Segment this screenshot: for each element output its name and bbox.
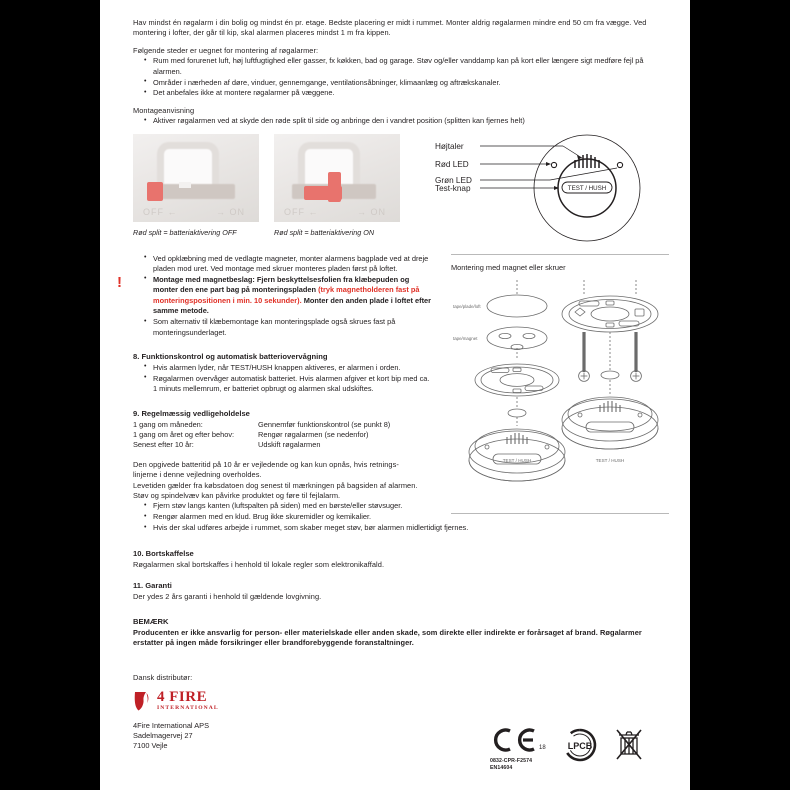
list-item: • Hvis der skal udføres arbejde i rummet, som skaber meget støv, bør alarmen midlertidigt fjernes.	[144, 523, 668, 533]
notice-text: Producenten er ikke ansvarlig for person- eller materielskade eller anden skade, som direkte eller indirekte er forårsaget af brand. Røgalarmer erstatter på ingen måde forsikringer eller brandforebyggende foranstaltninger.	[133, 627, 642, 647]
table-cell-label: Senest efter 10 år:	[133, 440, 194, 450]
alarm-button-text-left: TEST / HUSH	[502, 457, 532, 463]
battery-note-line1: Den opgivede batteritid på 10 år er vejledende og kan kun opnås, hvis retnings-	[133, 459, 399, 469]
table-row	[133, 430, 433, 440]
housing-slot	[157, 142, 219, 186]
ce-mark-icon	[490, 728, 546, 752]
battery-note-block	[133, 460, 433, 481]
label-green-led: Grøn LED	[435, 175, 472, 185]
brand-name: 4 FIRE	[157, 688, 208, 705]
magnet-text-a: Montage med magnetbeslag: Fjern beskyttelsesfolien fra klæbepuden og monter den ene part bag på monteringspladen	[153, 274, 410, 295]
certification-marks	[490, 728, 644, 772]
switch-notch	[179, 182, 191, 188]
label-speaker: Højtaler	[435, 141, 464, 151]
brand-subtitle: INTERNATIONAL	[157, 704, 219, 711]
ce-mark-block	[490, 728, 546, 772]
photo-on-label: → ON	[356, 206, 386, 217]
list-item: • Rum med forurenet luft, høj luftfugtighed eller gasser, fx køkken, bad og garage. Støv og/eller vanddamp kan på kort eller længere sigt medføre fejl på alarmen.	[144, 56, 668, 77]
switch-rail	[151, 184, 235, 199]
two-column-block	[117, 253, 668, 463]
divider-top	[451, 254, 669, 255]
left-column	[117, 253, 433, 451]
mounting-panel-title: Montering med magnet eller skruer	[451, 262, 566, 272]
photo-off-label: OFF ←	[143, 206, 178, 217]
photo-off-label: OFF ←	[284, 206, 319, 217]
unsuitable-list	[133, 56, 668, 99]
figure-split-off	[133, 134, 259, 237]
montage-heading: Montageanvisning	[133, 105, 195, 115]
list-item-magnet	[144, 275, 433, 317]
unsuitable-heading: Følgende steder er uegnet for montering af røgalarmer:	[133, 45, 319, 55]
warning-exclamation-icon: !	[117, 273, 122, 291]
table-cell-label: 1 gang om året og efter behov:	[133, 430, 235, 440]
distributor-label: Dansk distributør:	[133, 673, 193, 683]
document-content	[117, 18, 668, 751]
red-split-pin-vertical	[328, 172, 341, 202]
label-test-button: Test-knap	[435, 183, 471, 193]
list-item: • Områder i nærheden af døre, vinduer, gennemgange, ventilationsåbninger, klimaanlæg og aftrækskanaler.	[144, 78, 668, 88]
battery-note-line2: linjerne i denne vejledning overholdes.	[133, 470, 262, 480]
list-item: • Røgalarmen overvåger automatisk batteriet. Hvis alarmen afgiver et kort bip med ca. 1 minuts mellemrum, er batteriet opbrugt og alarmen skal udskiftes.	[144, 374, 433, 395]
brand-logo	[133, 690, 668, 712]
document-page	[100, 0, 690, 790]
list-item: • Rengør alarmen med en klud. Brug ikke skuremidler og kemikalier.	[144, 512, 668, 522]
table-cell-value: Gennemfør funktionskontrol (se punkt 8)	[258, 419, 391, 429]
notice-heading: BEMÆRK	[133, 616, 169, 626]
ce-year-text: 18	[539, 744, 546, 751]
table-cell-label: 1 gang om måneden:	[133, 419, 203, 429]
photo-split-on	[274, 134, 400, 222]
alarm-button-text-right: TEST / HUSH	[595, 457, 625, 463]
montage-list	[133, 116, 668, 126]
list-item: • Hvis alarmen lyder, når TEST/HUSH knappen aktiveres, er alarmen i orden.	[144, 363, 433, 373]
table-row	[133, 440, 433, 450]
weee-bin-icon	[614, 728, 644, 762]
section10-heading: 10. Bortskaffelse	[133, 548, 194, 558]
alarm-face-diagram	[435, 132, 670, 249]
list-item: • Som alternativ til klæbemontage kan monteringsplade også skrues fast på monteringsunderlaget.	[144, 317, 433, 338]
mounting-list	[133, 254, 433, 338]
city-address: 7100 Vejle	[133, 740, 168, 750]
photo-on-label: → ON	[215, 206, 245, 217]
table-cell-value: Rengør røgalarmen (se nedenfor)	[258, 430, 369, 440]
section11-heading: 11. Garanti	[133, 581, 172, 591]
label-tape-plade-loft: tape/plade/loft	[453, 303, 481, 309]
red-split-pin	[147, 182, 163, 201]
section11-text: Der ydes 2 års garanti i henhold til gældende lovgivning.	[133, 592, 322, 602]
section8-heading: 8. Funktionskontrol og automatisk batteriovervågning	[133, 351, 328, 361]
company-name: 4Fire International APS	[133, 720, 210, 730]
test-hush-button-text: TEST / HUSH	[567, 184, 607, 192]
label-red-led: Rød LED	[435, 159, 469, 169]
cleaning-list	[133, 501, 668, 533]
ce-cpr-number: 0832-CPR-F2574	[490, 757, 533, 764]
street-address: Sadelmagervej 27	[133, 730, 193, 740]
right-column	[451, 254, 669, 514]
list-item: • Aktiver røgalarmen ved at skyde den røde split til side og anbringe den i vandret position (splitten kan fjernes helt)	[144, 116, 668, 126]
magnet-text-b: Monter den anden plade i loftet efter samme metode.	[153, 295, 432, 316]
table-row	[133, 420, 433, 430]
ce-standard-number: EN14604	[490, 765, 513, 772]
figures-row	[133, 134, 668, 249]
list-item: • Ved opklæbning med de vedlagte magneter, monter alarmens bagplade ved at dreje pladen mod uret. Ved montage med skruer monteres pladen først på loftet.	[144, 254, 433, 275]
lpcb-text: LPCB	[567, 740, 593, 751]
brand-text	[157, 690, 219, 712]
table-cell-value: Udskift røgalarmen	[258, 440, 321, 450]
battery-note-line4: Støv og spindelvæv kan påvirke produktet og føre til fejlalarm.	[133, 491, 341, 501]
flame-shield-icon	[133, 690, 153, 712]
section9-heading: 9. Regelmæssig vedligeholdelse	[133, 408, 250, 418]
intro-paragraph: Hav mindst én røgalarm i din bolig og mindst én pr. etage. Bedste placering er midt i rummet. Monter aldrig røgalarmen mindre end 50 cm fra vægge. Ved montering i lofter, der går til kip, skal alarmen placeres mindst 1 m fra kippen.	[133, 18, 647, 38]
section10-text: Røgalarmen skal bortskaffes i henhold til lokale regler som elektronikaffald.	[133, 559, 385, 569]
list-item: • Det anbefales ikke at montere røgalarmer på væggene.	[144, 88, 668, 98]
battery-note-line3: Levetiden gælder fra købsdatoen dog senest til mærkningen på bagsiden af alarmen.	[133, 480, 418, 490]
maintenance-table	[133, 420, 433, 451]
section8-list	[133, 363, 433, 395]
label-tape-magnet: tape/magnet	[453, 335, 478, 341]
figure-caption-off: Rød split = batteriaktivering OFF	[133, 227, 237, 237]
list-item: • Fjern støv langs kanten (luftspalten på siden) med en børste/eller støvsuger.	[144, 501, 668, 511]
lpcb-mark-icon	[559, 728, 601, 762]
photo-split-off	[133, 134, 259, 222]
magnet-text-red: (tryk magnetholderen fast på monteringspositionen i min. 10 sekunder).	[153, 285, 420, 305]
figure-split-on	[274, 134, 400, 237]
figure-caption-on: Rød split = batteriaktivering ON	[274, 227, 375, 237]
mounting-exploded-diagram	[451, 276, 669, 504]
